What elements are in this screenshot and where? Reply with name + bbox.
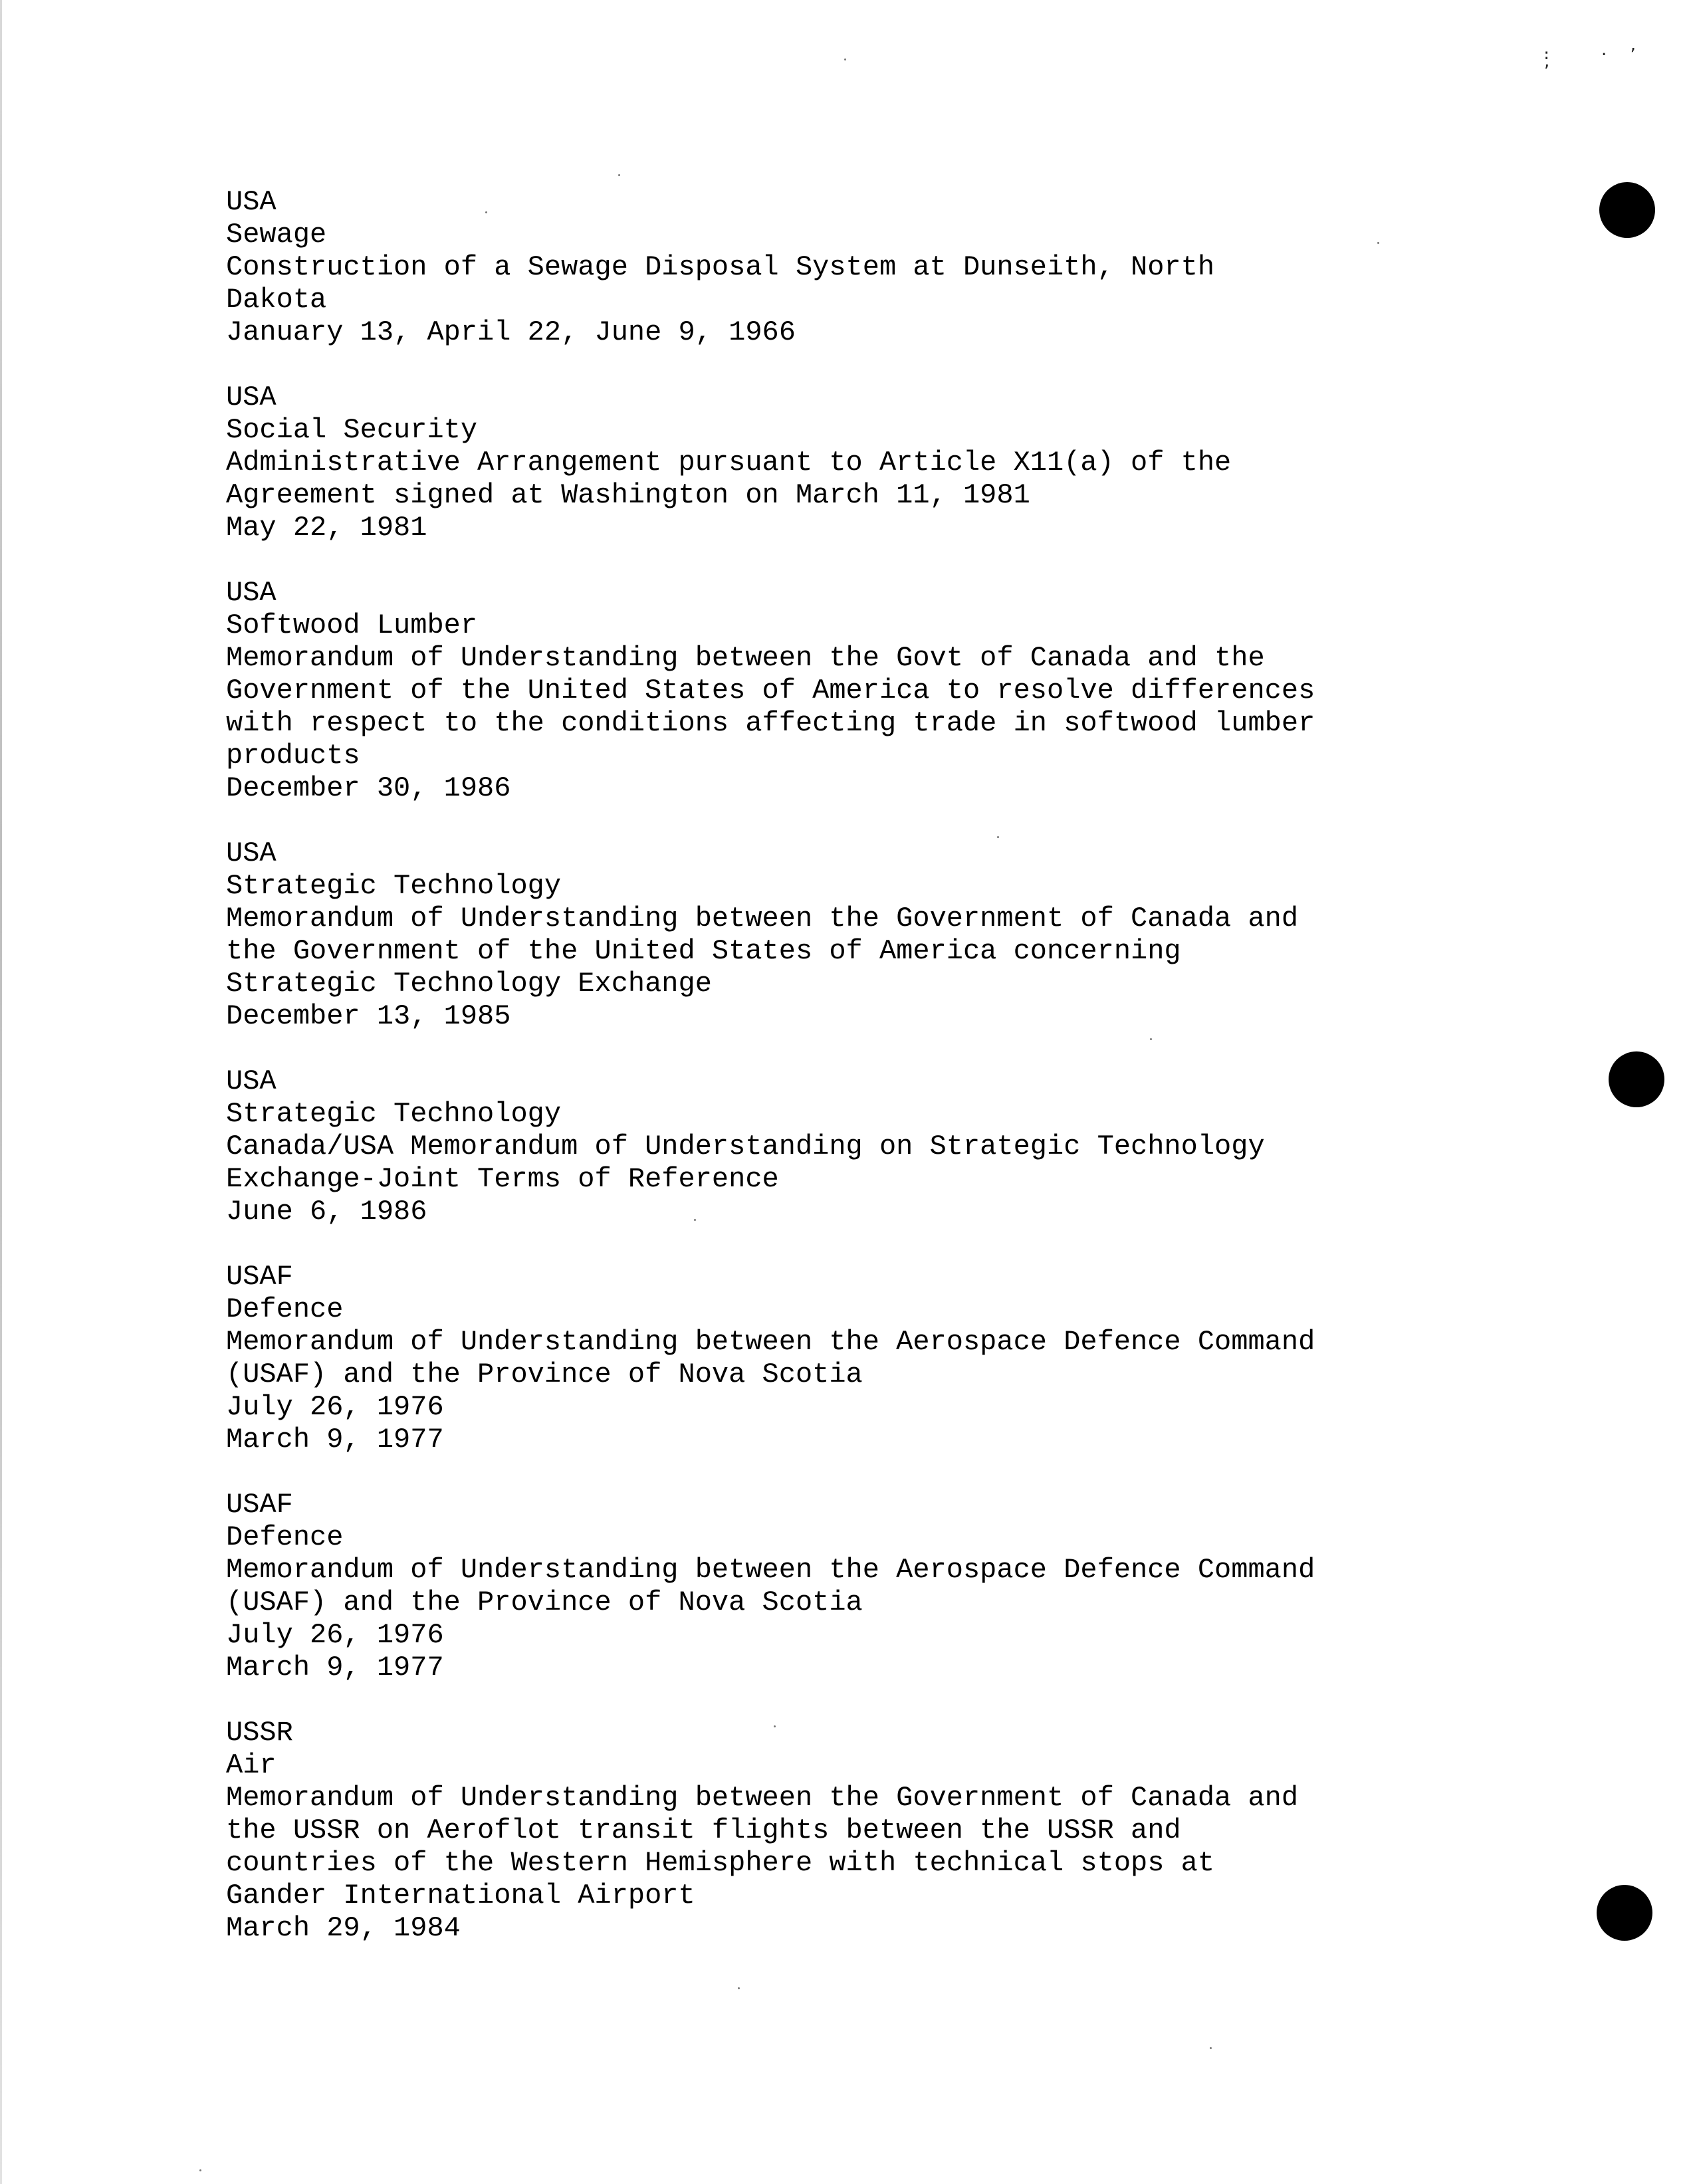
entry-description-line: Strategic Technology Exchange <box>226 968 712 1000</box>
entry-date: March 9, 1977 <box>226 1424 444 1456</box>
entry-description-line: Dakota <box>226 284 327 316</box>
scan-speck <box>618 174 620 176</box>
entry-country: USA <box>226 1065 277 1097</box>
agreement-entry <box>226 1065 1555 1228</box>
entry-date: June 6, 1986 <box>226 1196 427 1228</box>
scan-speck <box>844 58 846 60</box>
agreement-entry <box>226 1489 1555 1684</box>
entry-country: USAF <box>226 1489 293 1521</box>
entry-description-line: Agreement signed at Washington on March 11, 1981 <box>226 479 1030 511</box>
entry-description-line: Canada/USA Memorandum of Understanding on Strategic Technology <box>226 1131 1265 1162</box>
entry-subject: Sewage <box>226 219 327 251</box>
entry-date: May 22, 1981 <box>226 512 427 544</box>
entry-country: USA <box>226 837 277 869</box>
entry-description-line: the Government of the United States of America concerning <box>226 935 1181 967</box>
entry-description-line: Memorandum of Understanding between the Aerospace Defence Command <box>226 1326 1315 1358</box>
entry-description-line: (USAF) and the Province of Nova Scotia <box>226 1359 863 1390</box>
punch-hole-bottom <box>1597 1885 1652 1941</box>
entry-description-line: with respect to the conditions affecting trade in softwood lumber <box>226 707 1315 739</box>
scan-edge-line <box>0 0 2 2184</box>
agreement-entry <box>226 1261 1555 1456</box>
punch-hole-middle <box>1609 1051 1664 1107</box>
entry-description-line: Gander International Airport <box>226 1880 695 1911</box>
entry-subject: Strategic Technology <box>226 1098 562 1130</box>
entry-subject: Air <box>226 1749 277 1781</box>
scan-speck <box>199 2169 201 2171</box>
entry-country: USA <box>226 186 277 218</box>
entry-country: USAF <box>226 1261 293 1293</box>
entry-date: March 9, 1977 <box>226 1652 444 1684</box>
entry-description-line: Memorandum of Understanding between the Government of Canada and <box>226 1782 1299 1814</box>
agreement-entry <box>226 382 1555 544</box>
entry-description-line: (USAF) and the Province of Nova Scotia <box>226 1586 863 1618</box>
entry-description-line: the USSR on Aeroflot transit flights between the USSR and <box>226 1814 1181 1846</box>
punch-hole-top <box>1599 182 1655 238</box>
entry-description-line: Memorandum of Understanding between the Govt of Canada and the <box>226 642 1265 674</box>
entry-date: December 13, 1985 <box>226 1000 511 1032</box>
entry-subject: Strategic Technology <box>226 870 562 902</box>
entry-country: USSR <box>226 1717 293 1749</box>
entry-description-line: Memorandum of Understanding between the Government of Canada and <box>226 903 1299 934</box>
entry-subject: Social Security <box>226 414 478 446</box>
entry-description-line: Administrative Arrangement pursuant to Article X11(a) of the <box>226 447 1232 479</box>
scan-speck <box>1210 2047 1212 2049</box>
entry-subject: Defence <box>226 1293 344 1325</box>
entry-date: January 13, April 22, June 9, 1966 <box>226 316 796 348</box>
entry-description-line: Construction of a Sewage Disposal System at Dunseith, North <box>226 251 1215 283</box>
agreement-entry <box>226 837 1555 1033</box>
entry-description-line: Government of the United States of America to resolve differences <box>226 675 1315 707</box>
scan-speck <box>738 1987 740 1989</box>
corner-scan-mark: : ·’ ’ <box>1542 47 1657 80</box>
entry-date: December 30, 1986 <box>226 772 511 804</box>
entry-date: July 26, 1976 <box>226 1619 444 1651</box>
agreement-entry <box>226 1717 1555 1945</box>
entry-description-line: Memorandum of Understanding between the Aerospace Defence Command <box>226 1554 1315 1586</box>
entry-subject: Defence <box>226 1521 344 1553</box>
entry-date: July 26, 1976 <box>226 1391 444 1423</box>
entry-subject: Softwood Lumber <box>226 609 478 641</box>
entry-date: March 29, 1984 <box>226 1912 461 1944</box>
agreement-entry <box>226 577 1555 805</box>
entry-description-line: products <box>226 740 360 772</box>
agreement-list <box>226 186 1555 1977</box>
entry-description-line: Exchange-Joint Terms of Reference <box>226 1163 779 1195</box>
agreement-entry <box>226 186 1555 349</box>
entry-country: USA <box>226 577 277 609</box>
entry-description-line: countries of the Western Hemisphere with technical stops at <box>226 1847 1215 1879</box>
entry-country: USA <box>226 382 277 413</box>
